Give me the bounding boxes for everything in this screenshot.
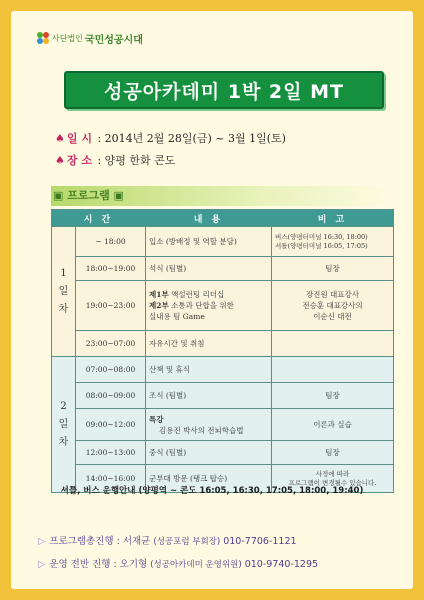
org-prefix: 사단법인 [52, 33, 83, 43]
header-time: 시 간 [52, 210, 146, 227]
bus-info: 셔틀, 버스 운행안내 (양평역 ~ 콘도 16:05, 16:30, 17:05, 18:00, 19:40) [60, 486, 364, 496]
contact-role: 운영 전반 진행 [49, 559, 111, 570]
spade-icon: ♠ [55, 154, 65, 167]
row-note: 팀장 [272, 383, 394, 409]
row-time: 14:00~16:00 [76, 465, 146, 493]
row-note: 장진원 대표강사 전승훈 대표강사의 이순신 대전 [272, 281, 394, 331]
table-row [52, 281, 394, 331]
table-row [52, 409, 394, 441]
day2-label: 2 일 차 [52, 357, 76, 493]
row-content: 중식 (팀별) [146, 441, 272, 465]
table-row [52, 331, 394, 357]
part2-text: 소통과 단합을 위한 실내용 팀 Game [149, 301, 234, 321]
row-time: 09:00~12:00 [76, 409, 146, 441]
row-note: 버스(양평터미널 16:30, 18:00) 셔틀(양평터미널 16:05, 17:05) [272, 227, 394, 257]
contact-phone: 010-7706-1121 [223, 536, 297, 547]
table-header-row [52, 210, 394, 227]
poster [11, 11, 413, 589]
part2-label: 제2부 [149, 301, 169, 310]
row-time: 07:00~08:00 [76, 357, 146, 383]
info-date [55, 130, 286, 146]
row-content: 자유시간 및 취침 [146, 331, 272, 357]
date-label: 일 시 [66, 132, 92, 145]
contact-name: 오기형 [119, 559, 148, 570]
contact-affil: (성공아카데미 운영위원) [150, 560, 242, 570]
contact-phone: 010-9740-1295 [244, 559, 319, 570]
contact-line [38, 533, 297, 547]
row-time: 23:00~07:00 [76, 331, 146, 357]
row-content: 군부대 방문 (탱크 탑승) [146, 465, 272, 493]
info-place [55, 152, 175, 168]
table-row [52, 227, 394, 257]
table-row [52, 357, 394, 383]
triangle-icon: ▷ [38, 559, 46, 570]
row-time: ~ 18:00 [76, 227, 146, 257]
contact-line [38, 556, 318, 570]
part1-text: 액설런팅 리더십 [168, 290, 225, 299]
row-note [272, 357, 394, 383]
row-time: 18:00~19:00 [76, 257, 146, 281]
row-content: 입소 (방배정 및 역할 분담) [146, 227, 272, 257]
schedule-table [51, 209, 394, 493]
date-value: : 2014년 2월 28일(금) ~ 3월 1일(토) [97, 132, 286, 145]
row-content: 석식 (팀별) [146, 257, 272, 281]
title-banner [64, 71, 384, 109]
contact-sep: : [110, 559, 120, 570]
row-time: 12:00~13:00 [76, 441, 146, 465]
clover-icon [37, 32, 49, 44]
header-note: 비 고 [272, 210, 394, 227]
row-content: 산책 및 휴식 [146, 357, 272, 383]
place-label: 장 소 [66, 154, 92, 167]
row-note: 팀장 [272, 257, 394, 281]
contact-name: 서재균 [122, 536, 151, 547]
row-note: 팀장 [272, 441, 394, 465]
place-value: : 양평 한화 콘도 [97, 154, 176, 167]
page-title: 성공아카데미 1박 2일 MT [104, 80, 344, 103]
row-content [146, 409, 272, 441]
header-content: 내 용 [146, 210, 272, 227]
row-time: 08:00~09:00 [76, 383, 146, 409]
row-content [146, 281, 272, 331]
spade-icon: ♠ [55, 132, 65, 145]
org-name: 국민성공시대 [84, 34, 143, 46]
table-row [52, 257, 394, 281]
part1-label: 제1부 [149, 290, 169, 299]
contact-role: 프로그램총진행 [49, 536, 114, 547]
row-note: 사정에 따라 프로그램이 변경될수 있습니다. [272, 465, 394, 493]
row-time: 19:00~23:00 [76, 281, 146, 331]
contact-sep: : [113, 536, 123, 547]
day1-label: 1 일 차 [52, 227, 76, 357]
row-note: 이론과 실습 [272, 409, 394, 441]
row-note [272, 331, 394, 357]
lecture-label: 특강 [149, 414, 164, 424]
row-content: 조식 (팀별) [146, 383, 272, 409]
lecture-text: 김용진 박사의 전뇌학습법 [159, 425, 244, 435]
program-label: ▣ 프로그램 ▣ [53, 189, 124, 202]
table-row [52, 383, 394, 409]
org-logo [37, 31, 143, 45]
triangle-icon: ▷ [38, 536, 46, 547]
table-row [52, 441, 394, 465]
contact-affil: (성공포럼 부회장) [153, 537, 221, 547]
